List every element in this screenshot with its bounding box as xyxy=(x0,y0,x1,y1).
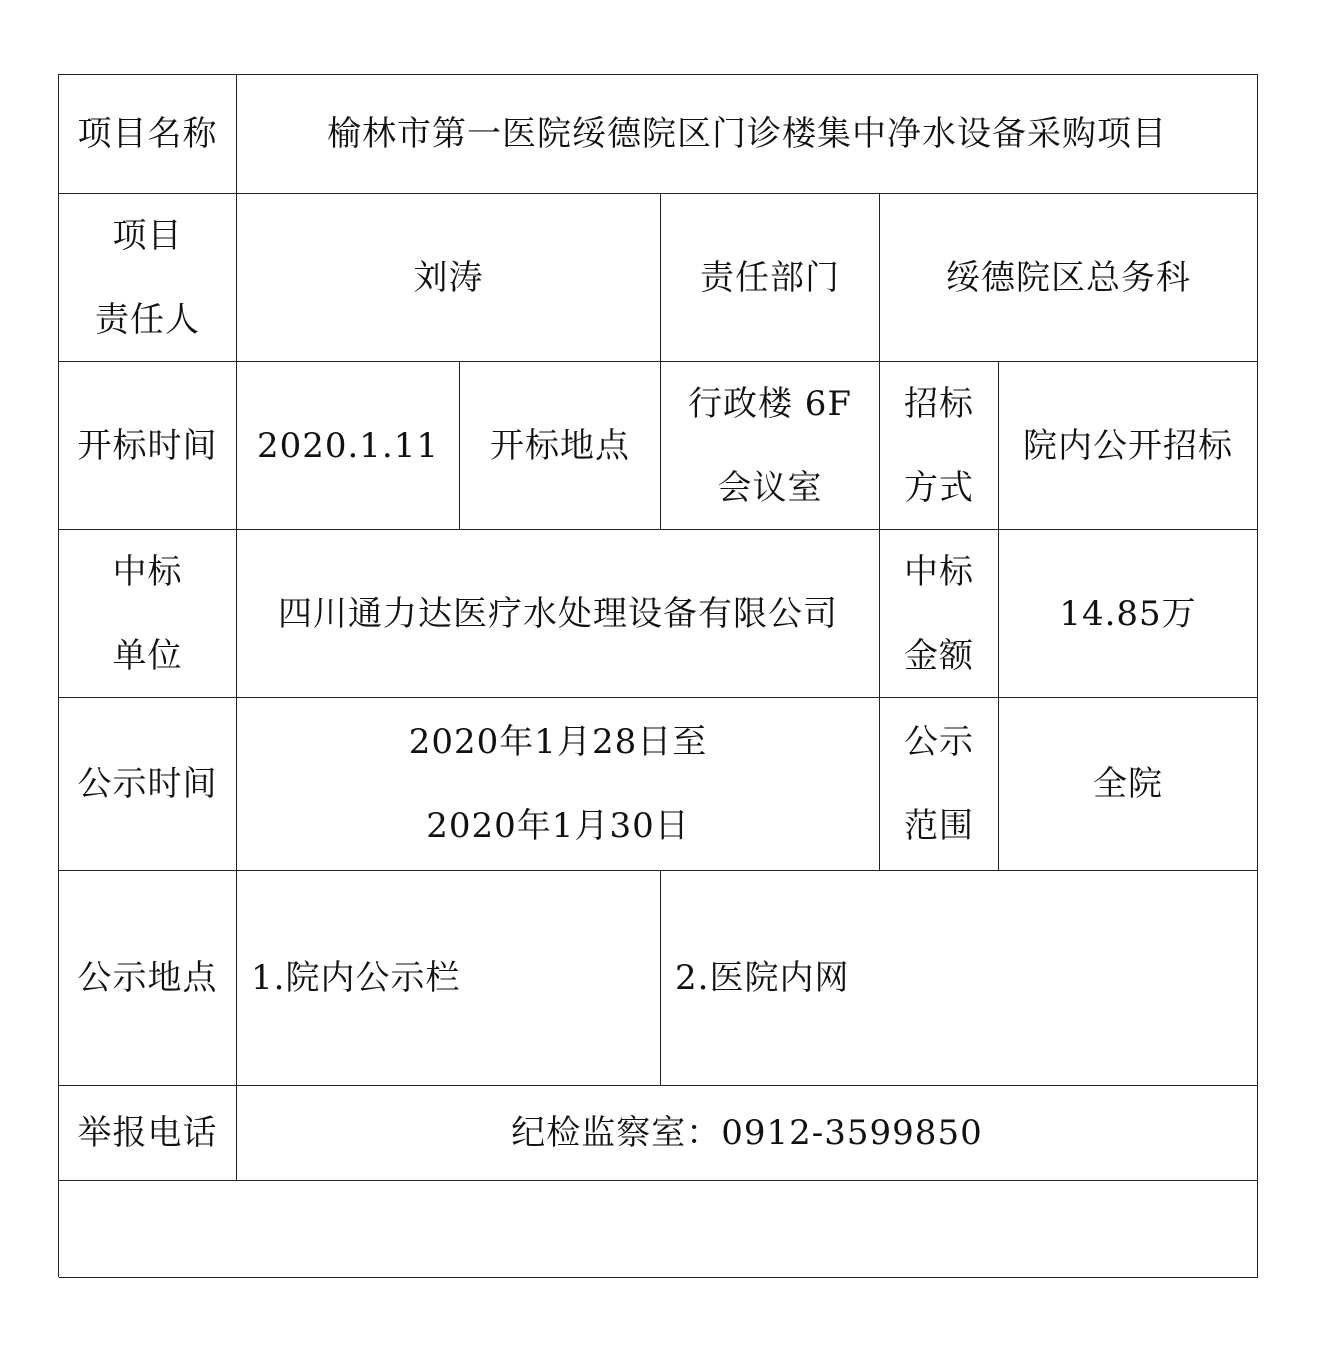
publicity-place-1: 1.院内公示栏 xyxy=(237,871,661,1086)
publicity-time-value: 2020年1月28日至 2020年1月30日 xyxy=(237,698,880,871)
empty-row xyxy=(59,1181,1258,1278)
project-name-label: 项目名称 xyxy=(59,75,237,194)
publicity-place-2: 2.医院内网 xyxy=(661,871,1258,1086)
bid-opening-place-label: 开标地点 xyxy=(460,362,661,530)
report-phone-label: 举报电话 xyxy=(59,1086,237,1181)
bid-opening-place-value: 行政楼 6F 会议室 xyxy=(661,362,880,530)
publicity-scope-label: 公示 范围 xyxy=(880,698,999,871)
bid-method-label: 招标 方式 xyxy=(880,362,999,530)
winning-amount-label: 中标 金额 xyxy=(880,530,999,698)
responsible-dept-label: 责任部门 xyxy=(661,194,880,362)
project-responsible-value: 刘涛 xyxy=(237,194,661,362)
report-phone-value: 纪检监察室：0912-3599850 xyxy=(237,1086,1258,1181)
publicity-place-label: 公示地点 xyxy=(59,871,237,1086)
publicity-scope-value: 全院 xyxy=(999,698,1258,871)
bid-opening-time-value: 2020.1.11 xyxy=(237,362,460,530)
project-responsible-label: 项目 责任人 xyxy=(59,194,237,362)
responsible-dept-value: 绥德院区总务科 xyxy=(880,194,1258,362)
winning-unit-label: 中标 单位 xyxy=(59,530,237,698)
project-name-value: 榆林市第一医院绥德院区门诊楼集中净水设备采购项目 xyxy=(237,75,1258,194)
bid-opening-time-label: 开标时间 xyxy=(59,362,237,530)
winning-amount-value: 14.85万 xyxy=(999,530,1258,698)
bid-method-value: 院内公开招标 xyxy=(999,362,1258,530)
announcement-table xyxy=(58,74,1258,1277)
winning-unit-value: 四川通力达医疗水处理设备有限公司 xyxy=(237,530,880,698)
publicity-time-label: 公示时间 xyxy=(59,698,237,871)
